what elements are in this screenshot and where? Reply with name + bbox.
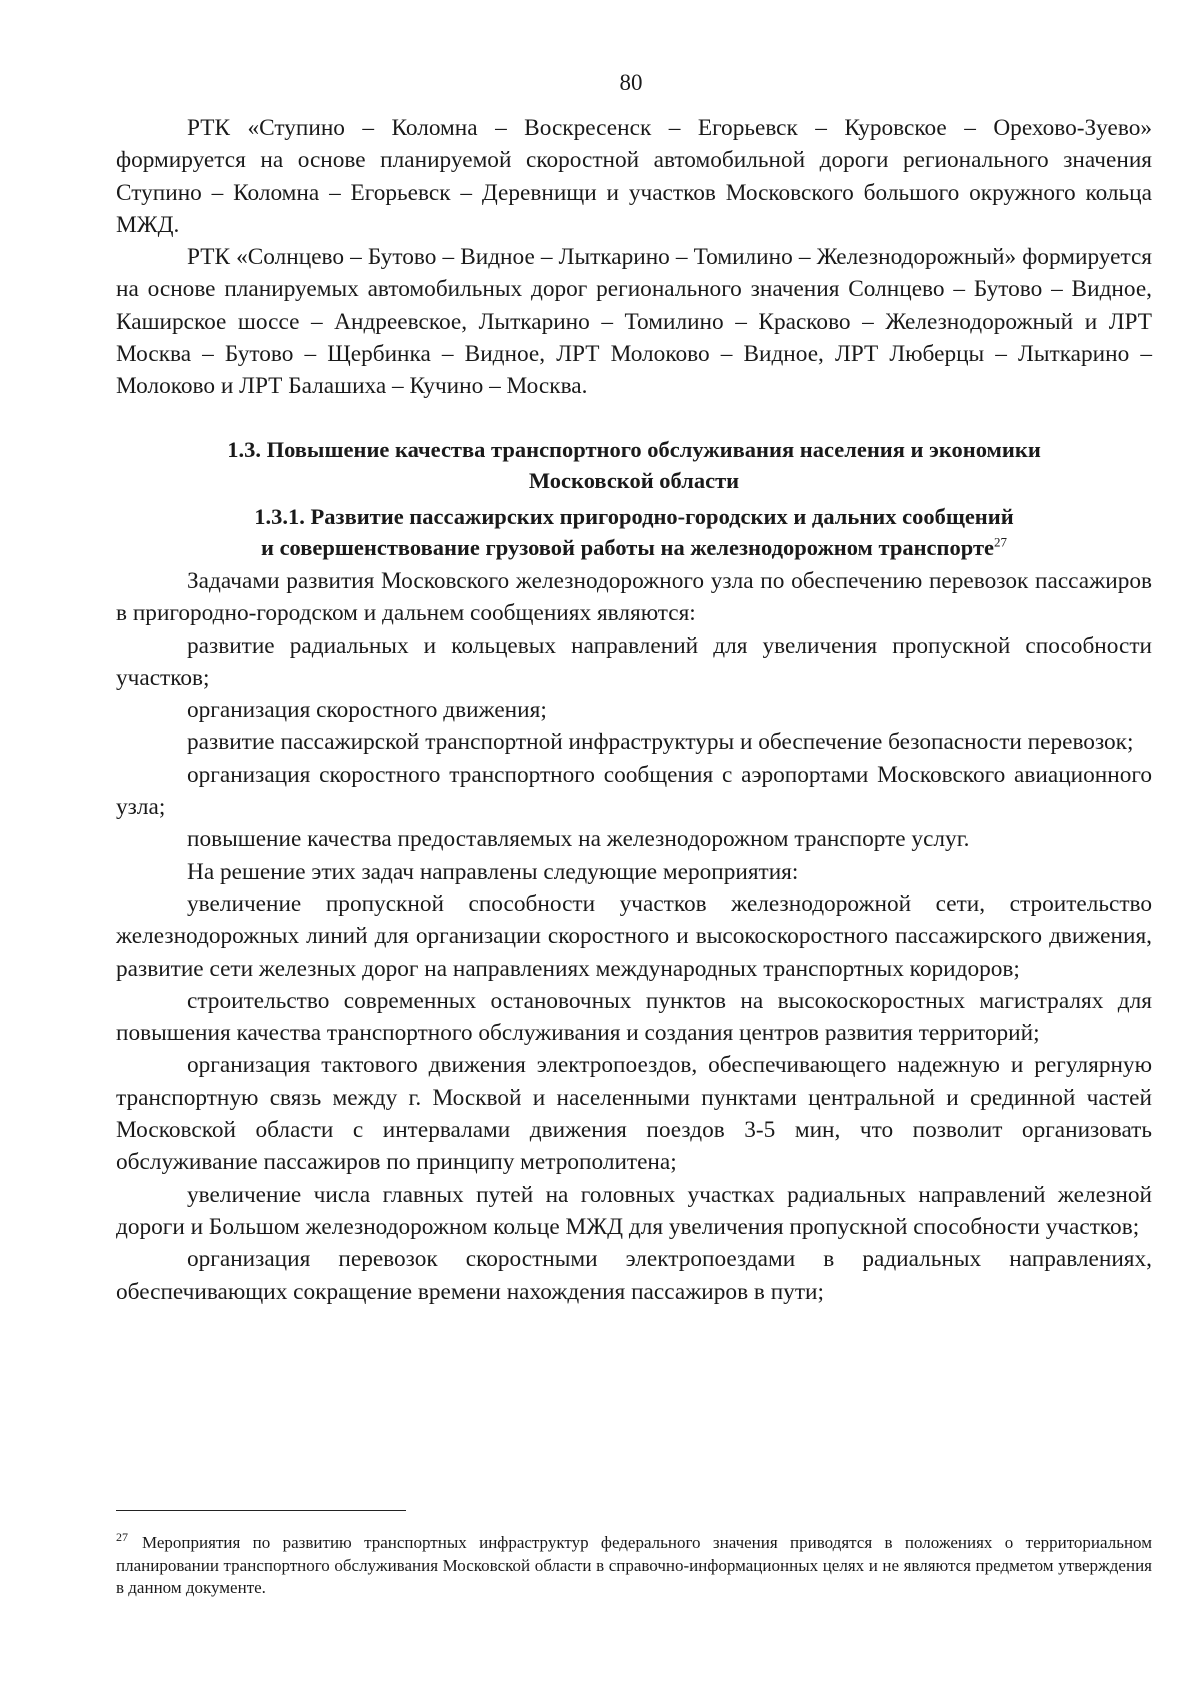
list-item: увеличение пропускной способности участков железнодорожной сети, строительство железнодорожных линий для организации скоростного и высокоскоростного пассажирского движения, развитие сети железных дорог на направлениях международных транспортных коридоров; — [116, 890, 1152, 982]
list-item: организация скоростного движения; — [187, 697, 547, 724]
paragraph: На решение этих задач направлены следующие мероприятия: — [187, 858, 799, 885]
footnote-marker: 27 — [116, 1530, 128, 1545]
footnote-reference[interactable]: 27 — [994, 534, 1008, 550]
section-heading — [116, 434, 1152, 496]
list-item: увеличение числа главных путей на головных участках радиальных направлений железной дороги и Большом железнодорожном кольце МЖД для увеличения пропускной способности участков; — [116, 1181, 1152, 1240]
subsection-heading-line: 1.3.1. Развитие пассажирских пригородно-городских и дальних сообщений — [254, 504, 1014, 529]
subsection-heading-text: и совершенствование грузовой работы на железнодорожном транспорте — [260, 535, 995, 560]
list-item: развитие радиальных и кольцевых направлений для увеличения пропускной способности участков; — [116, 632, 1152, 691]
list-item: строительство современных остановочных пунктов на высокоскоростных магистралях для повышения качества транспортного обслуживания и создания центров развития территорий; — [116, 987, 1152, 1047]
list-item: организация перевозок скоростными электропоездами в радиальных направлениях, обеспечивающих сокращение времени нахождения пассажиров в пути; — [116, 1246, 1152, 1305]
footnote — [116, 1532, 1152, 1600]
section-heading-line: 1.3. Повышение качества транспортного обслуживания населения и экономики — [227, 437, 1041, 462]
footnote-text: Мероприятия по развитию транспортных инфраструктур федерального значения приводятся в положениях о территориальном планировании транспортного обслуживания Московской области в справочно-информационных целях и не являются предметом утверждения в данном документе. — [116, 1533, 1152, 1597]
list-item: организация тактового движения электропоездов, обеспечивающего надежную и регулярную транспортную связь между г. Москвой и населенными пунктами центральной и срединной частей Московской области с интервалами движения поездов 3-5 мин, что позволит организовать обслуживание пассажиров по принципу метрополитена; — [116, 1052, 1152, 1176]
list-item: повышение качества предоставляемых на железнодорожном транспорте услуг. — [187, 826, 970, 853]
main-text-block — [116, 565, 1152, 1308]
paragraph: РТК «Ступино – Коломна – Воскресенск – Егорьевск – Куровское – Орехово-Зуево» формируется на основе планируемой скоростной автомобильной дороги регионального значения Ступино – Коломна – Егорьевск – Деревнищи и участков Московского большого окружного кольца МЖД. — [116, 115, 1152, 238]
footnote-separator — [116, 1510, 406, 1511]
intro-text-block — [116, 112, 1152, 403]
page-number: 80 — [619, 70, 643, 95]
subsection-heading-line — [116, 532, 1152, 563]
section-heading-line: Московской области — [528, 468, 740, 493]
list-item: организация скоростного транспортного сообщения с аэропортами Московского авиационного узла; — [116, 761, 1152, 821]
paragraph: Задачами развития Московского железнодорожного узла по обеспечению перевозок пассажиров в пригородно-городском и дальнем сообщениях являются: — [116, 568, 1152, 627]
paragraph: РТК «Солнцево – Бутово – Видное – Лыткарино – Томилино – Железнодорожный» формируется на основе планируемых автомобильных дорог регионального значения Солнцево – Бутово – Видное, Каширское шоссе – Андреевское, Лыткарино – Томилино – Красково – Железнодорожный и ЛРТ Москва – Бутово – Щербинка – Видное, ЛРТ Молоково – Видное, ЛРТ Люберцы – Лыткарино – Молоково и ЛРТ Балашиха – Кучино – Москва. — [116, 244, 1152, 400]
list-item: развитие пассажирской транспортной инфраструктуры и обеспечение безопасности перевозок; — [187, 729, 1134, 756]
subsection-heading — [116, 501, 1152, 563]
